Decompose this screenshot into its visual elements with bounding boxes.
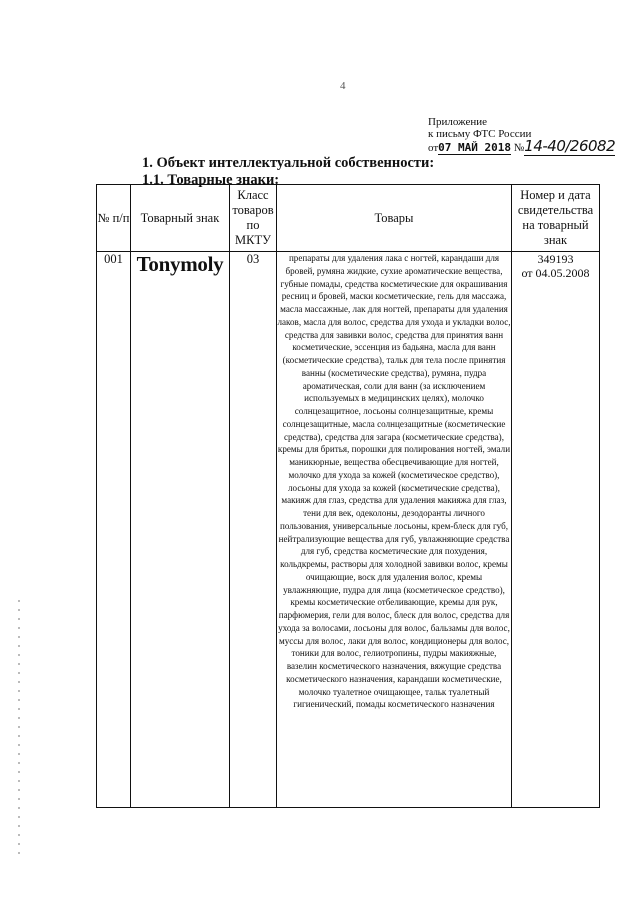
header-goods: Товары <box>277 185 512 252</box>
table-header-row <box>97 185 600 252</box>
annex-date-line <box>428 137 616 155</box>
handwritten-number: 14-40/26082 <box>524 137 616 155</box>
row-num: 001 <box>97 252 131 808</box>
margin-scan-marks <box>18 600 20 860</box>
row-mark-cell <box>131 252 230 808</box>
table-row <box>97 252 600 808</box>
row-cert-cell <box>512 252 600 808</box>
header-mark: Товарный знак <box>131 185 230 252</box>
trademarks-table <box>96 184 600 808</box>
row-goods: препараты для удаления лака с ногтей, карандаши для бровей, румяна жидкие, сухие ароматические вещества, губные помады, средства косметические для окрашивания ресниц и бровей, маски косметические, гель для массажа, масла массажные, лак для ногтей, препараты для удаления лаков, масла для волос, средства для ухода и укладки волос, средства для завивки волос, средства для принятия ванн косметические, эссенция из бадьяна, масла для ванн (косметические средства), тальк для тела после принятия ванны (косметические средства), румяна, пудра ароматическая, соли для ванн (за исключением используемых в медицинских целях), молочко солнцезащитное, лосьоны солнцезащитные, кремы солнцезащитные, масла солнцезащитные (косметические средства), средства для загара (косметические средства), кремы для бритья, порошки для полирования ногтей, эмали маникюрные, вещества обесцвечивающие для ногтей, молочко для ухода за кожей (косметическое средство), лосьоны для ухода за кожей (косметические средства), макияж для глаз, средства для удаления макияжа для глаз, тени для век, одеколоны, дезодоранты личного пользования, универсальные лосьоны, крем-блеск для губ, нейтрализующие вещества для губ, увлажняющие средства для губ, средства косметические для похудения, кольдкремы, растворы для холодной завивки волос, кремы очищающие, воск для удаления волос, кремы увлажняющие, пудра для лица (косметическое средство), кремы косметические отбеливающие, кремы для рук, парфюмерия, гели для волос, блеск для волос, средства для ухода за волосами, лосьоны для волос, бальзамы для волос, муссы для волос, лаки для волос, кондиционеры для волос, тоники для волос, гелиотропины, пудры макияжные, вазелин косметического назначения, вяжущие средства косметического назначения, карандаши косметические, молочко туалетное очищающее, тальк туалетный гигиенический, помады косметического назначения <box>277 252 512 808</box>
page-number: 4 <box>340 80 346 92</box>
header-class: Класс товаров по МКТУ <box>230 185 277 252</box>
date-prefix: от <box>428 142 439 154</box>
date-stamp: 07 МАЙ 2018 <box>438 141 512 154</box>
annex-letter-ref: к письму ФТС России <box>428 128 532 140</box>
annex-title: Приложение <box>428 116 488 128</box>
section-heading: 1. Объект интеллектуальной собственности: <box>142 155 435 171</box>
cert-number: 349193 <box>537 252 574 266</box>
header-num: № п/п <box>97 185 131 252</box>
subsection-heading: 1.1. Товарные знаки: <box>142 172 280 188</box>
number-prefix: № <box>513 142 525 154</box>
cert-date: от 04.05.2008 <box>521 266 590 280</box>
row-class: 03 <box>230 252 277 808</box>
annex-block <box>428 116 615 154</box>
header-cert: Номер и дата свидетельства на товарный знак <box>512 185 600 252</box>
trademark-logo: Tonymoly <box>136 252 224 276</box>
